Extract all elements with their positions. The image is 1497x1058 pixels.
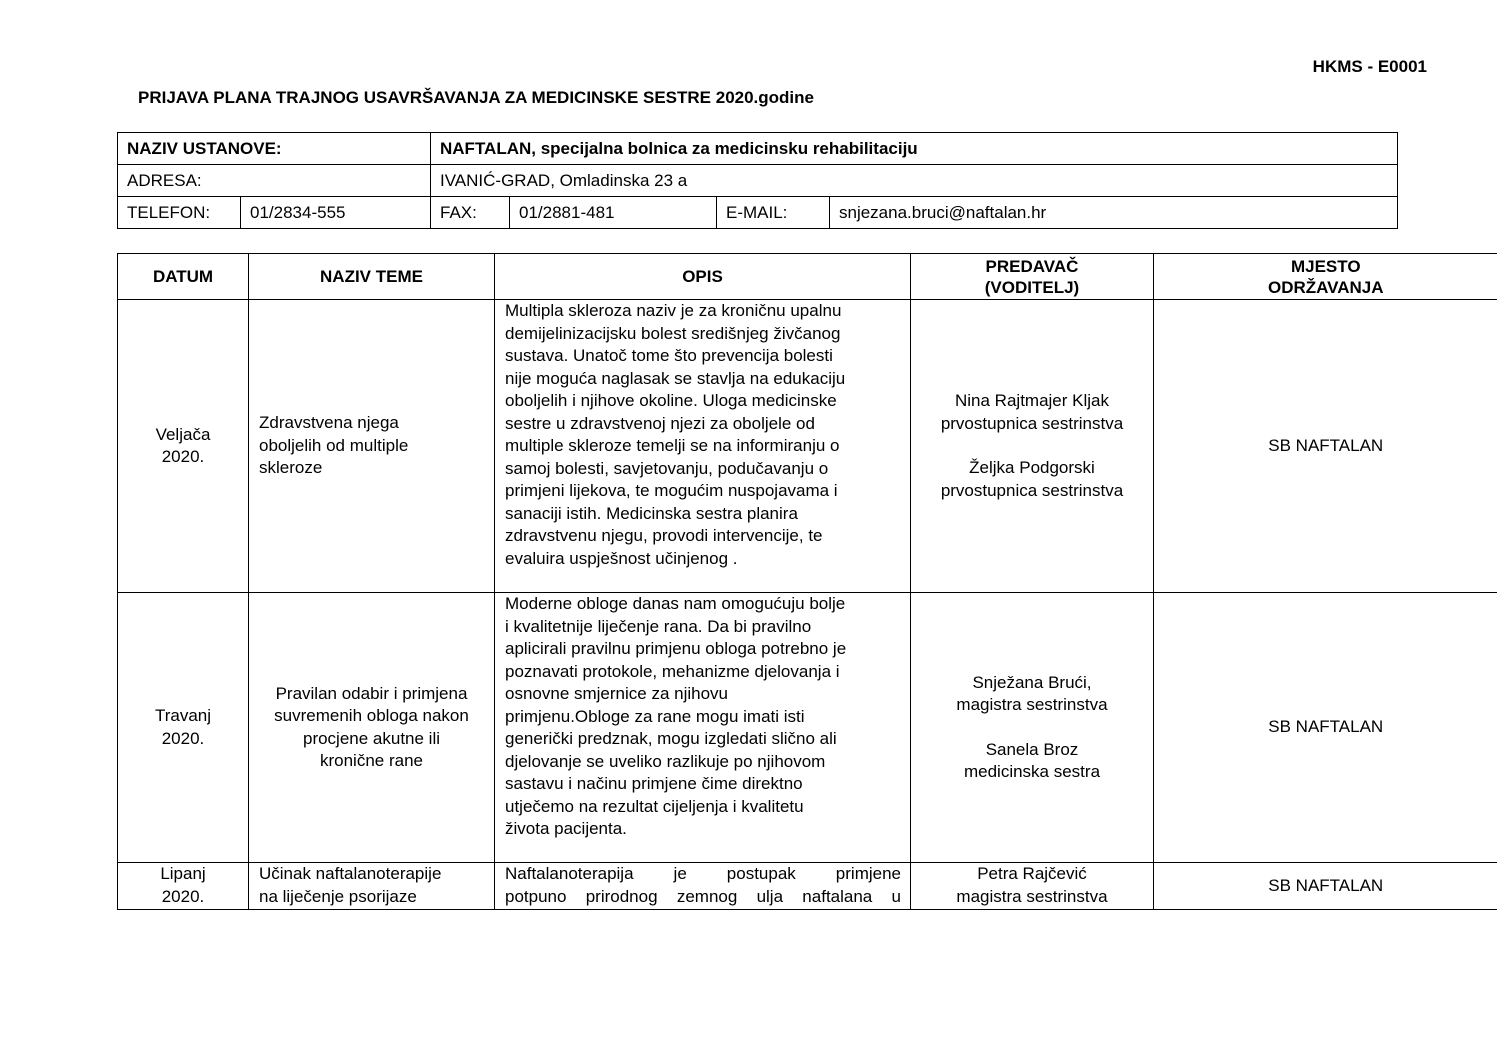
table-header-row [118, 254, 1497, 300]
header-mjesto-line1: MJESTO [1290, 256, 1361, 276]
address-label: ADRESA: [118, 165, 431, 197]
table-row [118, 863, 1497, 910]
predavac-title: magistra sestrinstva [956, 695, 1108, 714]
address-value: IVANIĆ-GRAD, Omladinska 23 a [431, 165, 1398, 197]
opis-line: samoj bolesti, savjetovanju, podučavanju o [505, 458, 829, 478]
header-mjesto [1154, 254, 1497, 300]
row-datum [118, 300, 249, 593]
row-opis [495, 300, 911, 593]
fax-value: 01/2881-481 [510, 197, 717, 229]
predavac-name: Sanela Broz [985, 739, 1079, 759]
opis-line: generički predznak, mogu izgledati slično ali [505, 729, 837, 748]
row-datum [118, 863, 249, 910]
opis-line: sanaciji istih. Medicinska sestra planira [505, 503, 798, 523]
row-predavac [911, 863, 1154, 910]
opis-line: evaluira uspješnost učinjenog . [505, 548, 738, 568]
datum-year: 2020. [161, 886, 205, 906]
predavac-name: Petra Rajčević [977, 864, 1087, 883]
row-opis [495, 593, 911, 863]
row-datum [118, 593, 249, 863]
predavac-spacer [911, 717, 1153, 739]
predavac-name: Nina Rajtmajer Kljak [955, 391, 1109, 410]
predavac-name: Željka Podgorski [969, 458, 1095, 477]
predavac-title: prvostupnica sestrinstva [940, 480, 1124, 500]
email-value: snjezana.bruci@naftalan.hr [830, 197, 1398, 229]
datum-year: 2020. [161, 728, 205, 748]
row-mjesto: SB NAFTALAN [1154, 593, 1497, 863]
tema-line: skleroze [259, 458, 323, 478]
opis-line: života pacijenta. [505, 819, 627, 838]
tema-line: Učinak naftalanoterapije [259, 864, 442, 883]
opis-line: oboljelih i njihove okoline. Uloga medicinske [505, 391, 837, 410]
opis-line: djelovanje se uveliko razlikuje po njihovom [505, 751, 826, 771]
header-predavac [911, 254, 1154, 300]
opis-line: osnovne smjernice za njihovu [505, 684, 729, 703]
phone-label: TELEFON: [118, 197, 241, 229]
opis-line: primjeni lijekova, te mogućim nuspojavama i [505, 481, 838, 500]
predavac-title: magistra sestrinstva [956, 886, 1108, 906]
datum-month: Travanj [154, 706, 212, 725]
tema-line: suvremenih obloga nakon [274, 706, 469, 725]
opis-line: Naftalanoterapija je postupak primjene [505, 864, 901, 883]
header-mjesto-line2: ODRŽAVANJA [1267, 277, 1384, 297]
phone-value: 01/2834-555 [241, 197, 431, 229]
predavac-spacer [911, 435, 1153, 457]
tema-line: oboljelih od multiple [259, 435, 409, 455]
opis-line: primjenu.Obloge za rane mogu imati isti [505, 706, 805, 726]
row-predavac [911, 593, 1154, 863]
opis-line: demijelinizacijsku bolest središnjeg živčanog [505, 323, 841, 343]
row-tema [249, 593, 495, 863]
header-predavac-line2: (VODITELJ) [984, 277, 1080, 297]
tema-line: Zdravstvena njega [259, 413, 399, 433]
training-plan-table [117, 253, 1497, 910]
opis-line: poznavati protokole, mehanizme djelovanja i [505, 661, 840, 681]
email-label: E-MAIL: [717, 197, 830, 229]
datum-month: Veljača [155, 424, 211, 444]
tema-line: Pravilan odabir i primjena [275, 683, 468, 703]
predavac-title: medicinska sestra [963, 762, 1101, 781]
row-tema [249, 300, 495, 593]
predavac-name: Snježana Brući, [972, 672, 1092, 692]
header-predavac-line1: PREDAVAČ [985, 256, 1079, 276]
tema-line: na liječenje psorijaze [259, 886, 417, 906]
row-predavac [911, 300, 1154, 593]
predavac-title: prvostupnica sestrinstva [940, 413, 1124, 433]
row-mjesto: SB NAFTALAN [1154, 863, 1497, 910]
fax-label: FAX: [431, 197, 510, 229]
opis-line: zdravstvenu njegu, provodi intervencije, te [505, 526, 823, 545]
datum-year: 2020. [161, 447, 205, 466]
document-title: PRIJAVA PLANA TRAJNOG USAVRŠAVANJA ZA MEDICINSKE SESTRE 2020.godine [138, 88, 814, 107]
header-opis: OPIS [495, 254, 911, 300]
header-naziv-teme: NAZIV TEME [249, 254, 495, 300]
header-datum: DATUM [118, 254, 249, 300]
opis-line: nije moguća naglasak se stavlja na edukaciju [505, 368, 846, 388]
row-opis [495, 863, 911, 910]
opis-line: multiple skleroze temelji se na informiranju o [505, 436, 840, 455]
opis-line: aplicirali pravilnu primjenu obloga potrebno je [505, 639, 847, 658]
datum-month: Lipanj [160, 864, 206, 883]
opis-line: sastavu i načinu primjene čime direktno [505, 774, 803, 793]
opis-line: sestre u zdravstvenoj njezi za oboljele od [505, 413, 815, 433]
opis-line: potpuno prirodnog zemnog ulja naftalana u [505, 886, 901, 906]
tema-line: procjene akutne ili [302, 728, 441, 748]
opis-line: sustava. Unatoč tome što prevencija bolesti [505, 346, 833, 365]
document-code: HKMS - E0001 [1312, 57, 1427, 76]
table-row [118, 593, 1497, 863]
row-tema [249, 863, 495, 910]
institution-info-table [117, 132, 1398, 229]
opis-line: Multipla skleroza naziv je za kroničnu upalnu [505, 301, 842, 320]
opis-line: utječemo na rezultat cijeljenja i kvalitetu [505, 796, 804, 816]
institution-label: NAZIV USTANOVE: [118, 133, 431, 165]
table-row [118, 300, 1497, 593]
opis-line: Moderne obloge danas nam omogućuju bolje [505, 594, 846, 613]
opis-line: i kvalitetnije liječenje rana. Da bi pravilno [505, 616, 812, 636]
institution-value: NAFTALAN, specijalna bolnica za medicinsku rehabilitaciju [431, 133, 1398, 165]
row-mjesto: SB NAFTALAN [1154, 300, 1497, 593]
tema-line: kronične rane [319, 751, 423, 770]
